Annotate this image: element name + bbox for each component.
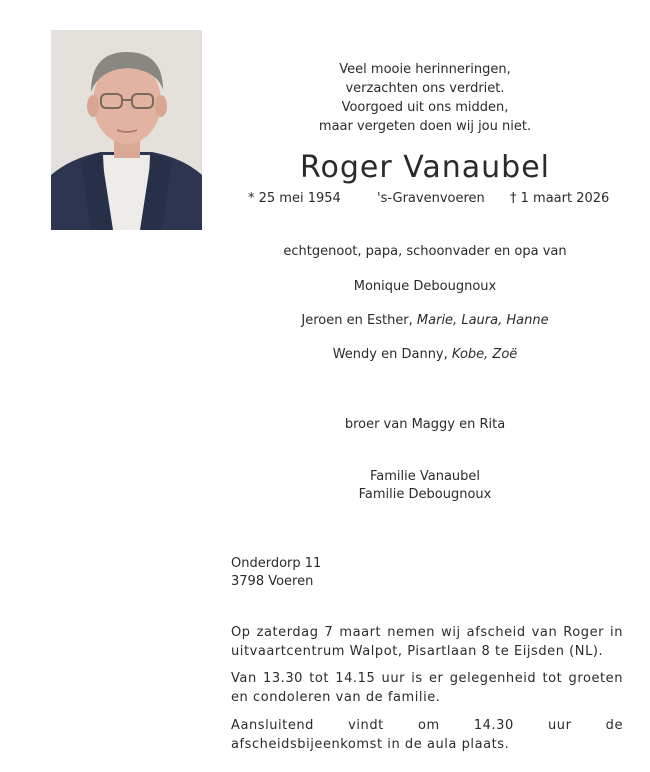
portrait-photo [51, 30, 202, 230]
death-date: † 1 maart 2026 [510, 191, 610, 206]
family-line-2 [230, 347, 620, 362]
birth-date: * 25 mei 1954 [248, 191, 341, 206]
address-city: 3798 Voeren [231, 574, 314, 589]
birth-place: 's-Gravenvoeren [377, 191, 485, 206]
family-grandchildren: Kobe, Zoë [451, 347, 518, 362]
deceased-name: Roger Vanaubel [299, 150, 551, 185]
address-block [231, 555, 321, 591]
portrait-illustration [51, 30, 202, 230]
family-line-1 [230, 313, 620, 328]
family-grandchildren: Marie, Laura, Hanne [416, 313, 549, 328]
family-name: Familie Debougnoux [358, 487, 492, 502]
family-name: Familie Vanaubel [369, 469, 481, 484]
address-street: Onderdorp 11 [231, 556, 322, 571]
memorial-verse [230, 60, 620, 136]
verse-line: Veel mooie herinneringen, [339, 62, 511, 77]
verse-line: maar vergeten doen wij jou niet. [318, 119, 532, 134]
siblings-text: broer van Maggy en Rita [344, 417, 506, 432]
gathering-paragraph: Aansluitend vindt om 14.30 uur de afscheidsbijeenkomst in de aula plaats. [231, 718, 623, 752]
family-parents: Jeroen en Esther, [301, 313, 417, 328]
relation-text: echtgenoot, papa, schoonvader en opa van [283, 244, 567, 259]
verse-line: Voorgoed uit ons midden, [341, 100, 509, 115]
ceremony-paragraph: Op zaterdag 7 maart nemen wij afscheid van Roger in uitvaartcentrum Walpot, Pisartlaan 8 te Eijsden (NL). [231, 625, 623, 659]
visitation-paragraph: Van 13.30 tot 14.15 uur is er gelegenheid tot groeten en condoleren van de familie. [231, 671, 623, 705]
family-signatures [230, 468, 620, 504]
spouse-name: Monique Debougnoux [353, 279, 497, 294]
verse-line: verzachten ons verdriet. [345, 81, 505, 96]
family-parents: Wendy en Danny, [332, 347, 452, 362]
